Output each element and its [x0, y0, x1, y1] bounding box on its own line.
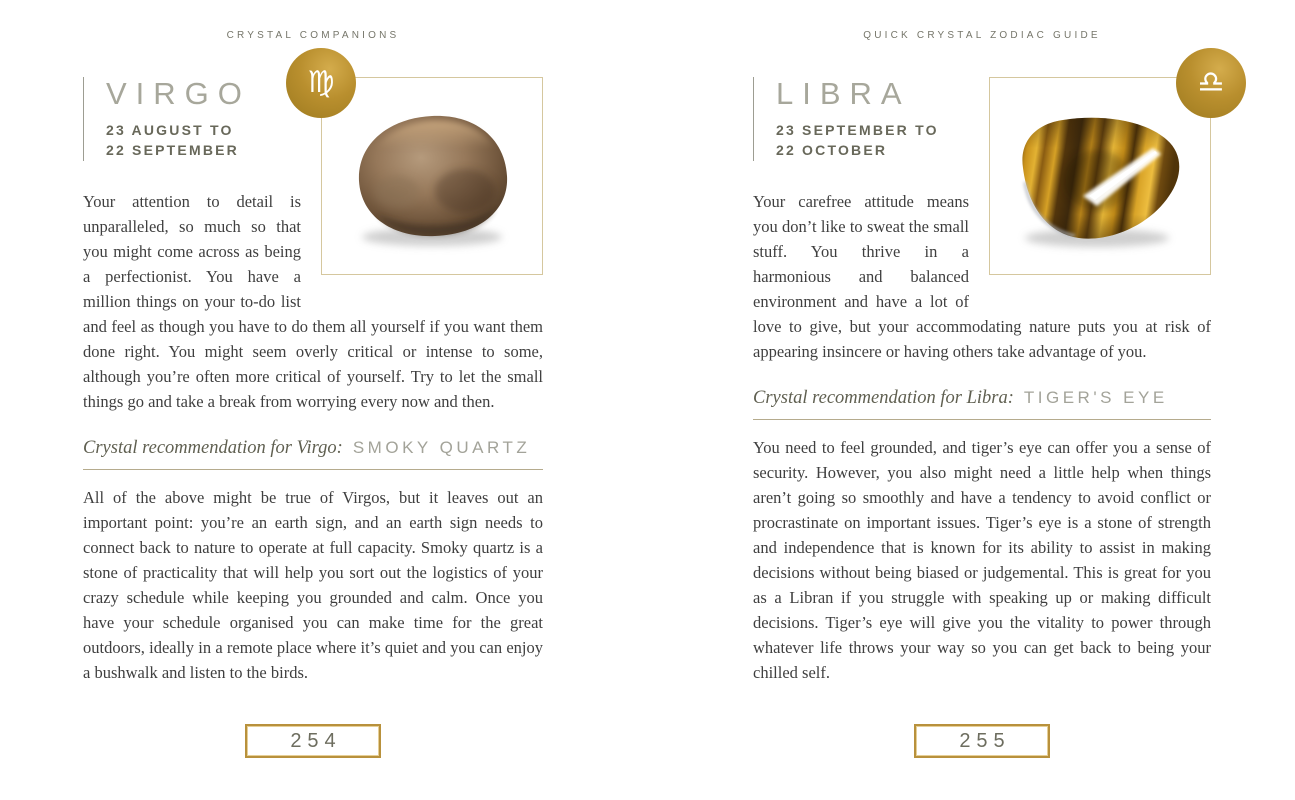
photo-frame — [321, 77, 543, 275]
sign-title-block — [753, 77, 969, 161]
dates-line2: 22 OCTOBER — [776, 142, 888, 159]
sign-dates — [106, 120, 251, 161]
libra-zodiac-badge — [1176, 48, 1246, 118]
title-vertical-rule — [83, 77, 84, 161]
running-head: CRYSTAL COMPANIONS — [226, 30, 400, 41]
tigers-eye-figure — [989, 65, 1225, 275]
sign-name: VIRGO — [106, 76, 251, 111]
smoky-quartz-figure — [307, 65, 543, 275]
running-head: QUICK CRYSTAL ZODIAC GUIDE — [863, 30, 1101, 41]
photo-frame — [989, 77, 1211, 275]
page-virgo — [83, 30, 543, 790]
recommendation-label: Crystal recommendation for Virgo: — [83, 437, 343, 458]
page-number: 254 — [290, 729, 342, 752]
title-vertical-rule — [753, 77, 754, 161]
crystal-name: TIGER'S EYE — [1023, 387, 1168, 407]
crystal-recommendation-heading — [753, 388, 1211, 420]
page-number: 255 — [959, 729, 1011, 752]
crystal-recommendation-heading — [83, 438, 543, 470]
intro-paragraph: Your attention to detail is unparalleled, so much so that you might come across as being a perfectionist. You have a million things on your to-do list and feel as though you have to do them all yourself if you want them done right. You might seem overly critical or intense to some, although you’re often more critical of yourself. Try to let the small things go and take a break from worrying every now and then. — [83, 191, 543, 411]
sign-dates — [776, 120, 939, 161]
virgo-icon: ♍ — [307, 65, 335, 100]
body-paragraph: All of the above might be true of Virgos, but it leaves out an important point: you’re an earth sign, and an earth sign needs to connect back to nature to operate at full capacity. Smoky quartz is a stone of practicality that will help you sort out the logistics of your crazy schedule while keeping you grounded and calm. Once you have your schedule organised you can make time for the great outdoors, ideally in a remote place where it’s quiet and you can enjoy a bushwalk and listen to the birds. — [83, 487, 543, 682]
virgo-zodiac-badge — [286, 48, 356, 118]
page-number-box — [245, 724, 381, 758]
sign-title-block — [83, 77, 301, 161]
page-libra — [753, 30, 1225, 790]
dates-line2: 22 SEPTEMBER — [106, 142, 239, 159]
dates-line1: 23 AUGUST TO — [106, 122, 234, 139]
tigers-eye-stone-photo — [1005, 96, 1195, 256]
libra-icon: ♎ — [1197, 65, 1225, 100]
recommendation-label: Crystal recommendation for Libra: — [753, 387, 1014, 408]
dates-line1: 23 SEPTEMBER TO — [776, 122, 939, 139]
sign-name: LIBRA — [776, 76, 911, 111]
intro-paragraph: Your carefree attitude means you don’t like to sweat the small stuff. You thrive in a harmonious and balanced environment and have a lot of love to give, but your accommodating nature puts you at risk of appearing insincere or having others take advantage of you. — [753, 191, 1211, 361]
page-number-box — [914, 724, 1050, 758]
body-paragraph: You need to feel grounded, and tiger’s eye can offer you a sense of security. However, you also might need a little help when things aren’t going so smoothly and have a tendency to avoid conflict or procrastinate on important issues. Tiger’s eye is a stone of strength and independence that is known for its ability to assist in making decisions without being biased or judgemental. This is great for you as a Libran if you struggle with speaking up or making difficult decisions. Tiger’s eye will give you the vitality to power through whatever life throws your way so you can get back to being your chilled self. — [753, 437, 1211, 682]
smoky-quartz-stone-photo — [337, 96, 527, 256]
crystal-name: SMOKY QUARTZ — [352, 437, 531, 457]
